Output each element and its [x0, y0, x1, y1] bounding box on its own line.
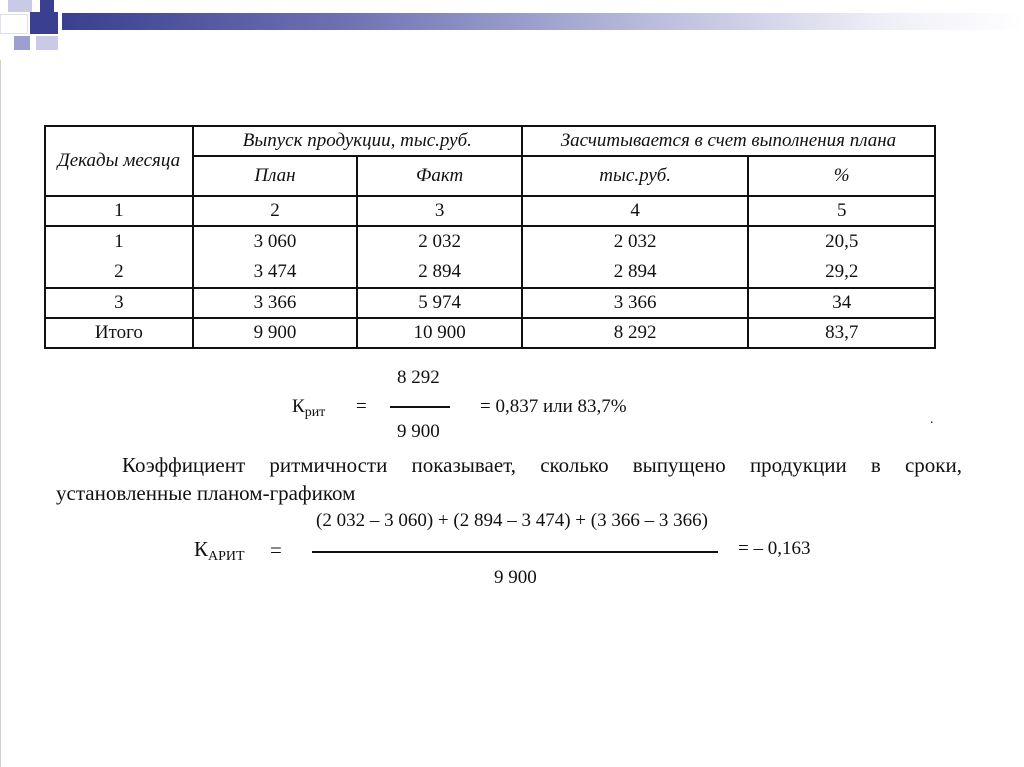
- table-row-total: [45, 318, 935, 348]
- header-gradient-bar: [62, 13, 1024, 30]
- formula1-result: = 0,837 или 83,7%: [480, 396, 627, 417]
- formula2-lhs-sub: АРИТ: [208, 549, 245, 564]
- column-number: 5: [748, 196, 935, 226]
- column-number: 4: [522, 196, 749, 226]
- cell-percent: 20,5 29,2: [748, 226, 935, 288]
- cell-percent: 83,7: [748, 318, 935, 348]
- cell-credited: 3 366: [522, 288, 749, 318]
- formula1-equals: =: [356, 396, 367, 417]
- formula2-fraction-bar: [312, 551, 718, 553]
- header-thous-rub: тыс.руб.: [522, 156, 749, 196]
- formula1-lhs: [292, 396, 325, 421]
- cell-percent: 34: [748, 288, 935, 318]
- cell-credited: 8 292: [522, 318, 749, 348]
- cell-plan: 3 060 3 474: [193, 226, 358, 288]
- formula2-numerator: (2 032 – 3 060) + (2 894 – 3 474) + (3 366 – 3 366): [316, 510, 708, 531]
- column-number: 1: [45, 196, 193, 226]
- formula2-result: = – 0,163: [738, 538, 811, 559]
- cell-plan: 9 900: [193, 318, 358, 348]
- header-percent: %: [748, 156, 935, 196]
- formula1-lhs-main: К: [292, 396, 305, 417]
- slide-header-decoration: [0, 0, 1024, 60]
- cell-fact: 5 974: [357, 288, 522, 318]
- table-row: [45, 226, 935, 288]
- cell-decade: 3: [45, 288, 193, 318]
- column-number: 3: [357, 196, 522, 226]
- formula2-equals: =: [270, 538, 282, 562]
- explanation-paragraph: Коэффициент ритмичности показывает, сколько выпущено продукции в сроки, установленные планом-графиком: [56, 453, 962, 505]
- formula2-lhs: [194, 537, 245, 565]
- formula2-denominator: 9 900: [494, 567, 537, 588]
- formula1-denominator: 9 900: [397, 421, 440, 442]
- header-decades: Декады месяца: [45, 126, 193, 196]
- header-plan: План: [193, 156, 358, 196]
- header-credited-group: Засчитывается в счет выполнения плана: [522, 126, 935, 156]
- production-rhythm-table: [44, 125, 936, 349]
- stray-dot-mark: .: [930, 412, 934, 427]
- table-row: [45, 288, 935, 318]
- left-border-line: [0, 60, 1, 767]
- cell-plan: 3 366: [193, 288, 358, 318]
- formula1-fraction-bar: [390, 406, 450, 408]
- cell-fact: 10 900: [357, 318, 522, 348]
- header-output-group: Выпуск продукции, тыс.руб.: [193, 126, 522, 156]
- formula1-numerator: 8 292: [397, 367, 440, 388]
- cell-decade: Итого: [45, 318, 193, 348]
- cell-credited: 2 032 2 894: [522, 226, 749, 288]
- formula2-lhs-main: К: [194, 537, 209, 561]
- formula1-lhs-sub: рит: [304, 405, 326, 420]
- header-fact: Факт: [357, 156, 522, 196]
- column-number: 2: [193, 196, 358, 226]
- column-number-row: [45, 196, 935, 226]
- cell-decade: 1 2: [45, 226, 193, 288]
- cell-fact: 2 032 2 894: [357, 226, 522, 288]
